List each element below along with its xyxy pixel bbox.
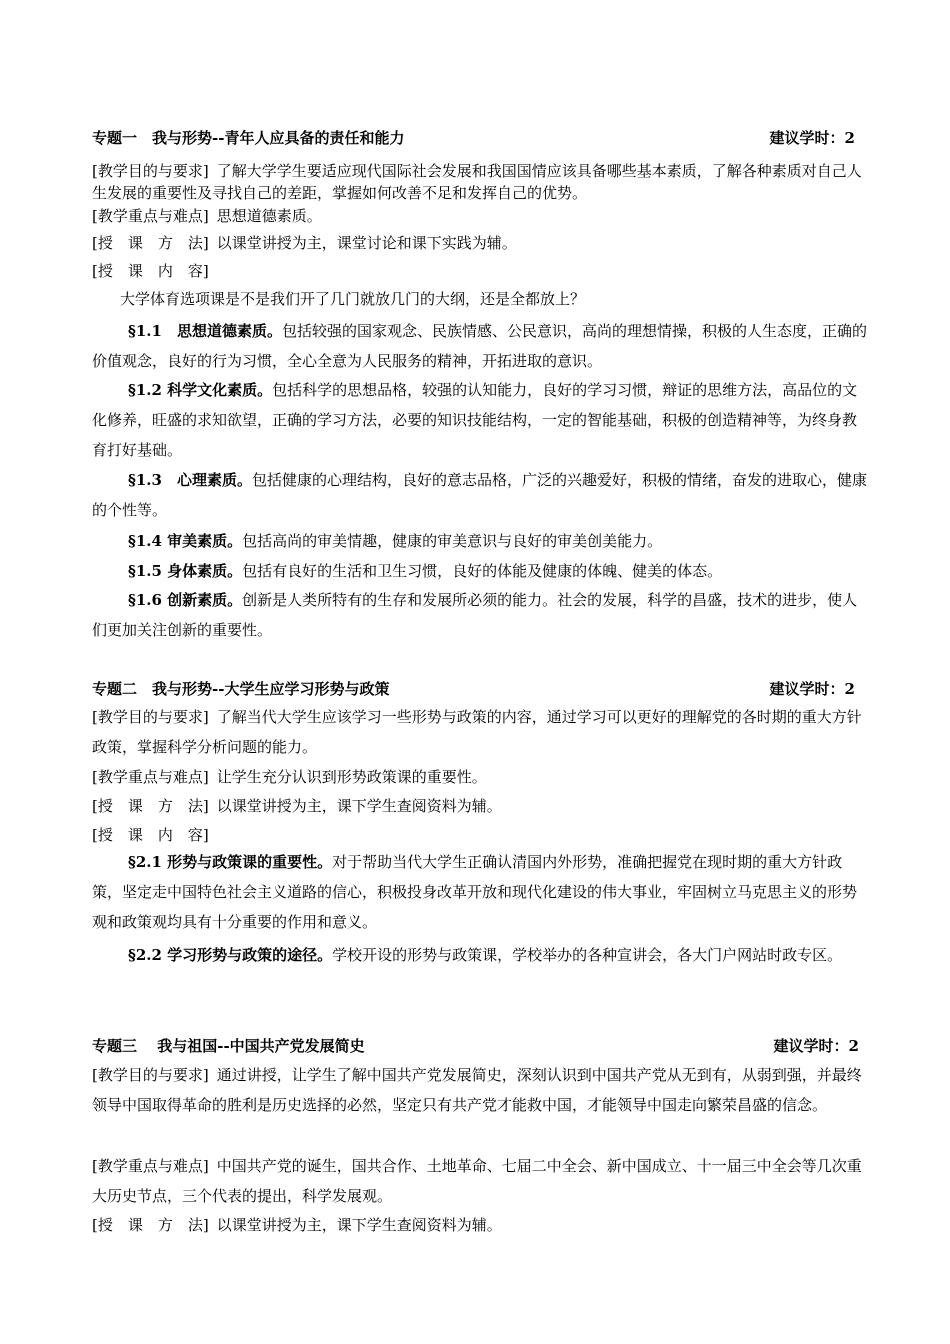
topic-2-method: [92, 796, 867, 816]
intro-text: 大学体育选项课是不是我们开了几门就放几门的大纲，还是全都放上？: [120, 290, 586, 308]
topic-1-title: 专题一 我与形势--青年人应具备的责任和能力: [92, 129, 405, 147]
topic-2-goal: [92, 702, 867, 762]
key-text: 让学生充分认识到形势政策课的重要性。: [216, 768, 487, 786]
goal-text: 通过讲授，让学生了解中国共产党发展简史，深刻认识到中国共产党从无到有，从弱到强，并最终领导中国取得革命的胜利是历史选择的必然，坚定只有共产党才能救中国，才能领导中国走向繁荣昌盛的信念。: [92, 1066, 862, 1114]
section-text: 包括高尚的审美情趣，健康的审美意识与良好的审美创美能力。: [242, 532, 663, 550]
topic-3-title: 专题三 我与祖国--中国共产党发展简史: [92, 1037, 365, 1055]
section-text: 包括有良好的生活和卫生习惯，良好的体能及健康的体魄、健美的体态。: [242, 562, 723, 580]
topic-1-content-label: [92, 261, 867, 281]
section-1-2: [92, 375, 867, 465]
topic-3-header: [92, 1036, 867, 1056]
topic-2-hours: 建议学时：2: [769, 680, 855, 698]
topic-1-method: [92, 233, 867, 253]
section-text: 包括科学的思想品格，较强的认知能力，良好的学习习惯，辩证的思维方法，高品位的文化修养，旺盛的求知欲望，正确的学习方法，必要的知识技能结构，一定的智能基础，积极的创造精神等，为终身教育打好基础。: [92, 381, 858, 459]
key-label: [教学重点与难点]: [92, 1157, 209, 1175]
topic-3-method: [92, 1215, 867, 1235]
section-text: 包括健康的心理结构，良好的意志品格，广泛的兴趣爱好，积极的情绪，奋发的进取心，健康的个性等。: [92, 471, 867, 519]
method-label: [授 课 方 法]: [92, 1216, 209, 1234]
section-head: §1.1 思想道德素质。: [128, 322, 282, 340]
section-1-4: [92, 526, 867, 556]
method-text: 以课堂讲授为主，课下学生查阅资料为辅。: [216, 797, 502, 815]
section-text: 创新是人类所特有的生存和发展所必须的能力。社会的发展，科学的昌盛，技术的进步，使人们更加关注创新的重要性。: [92, 591, 858, 639]
section-head: §2.2 学习形势与政策的途径。: [128, 946, 333, 964]
method-text: 以课堂讲授为主，课下学生查阅资料为辅。: [216, 1216, 502, 1234]
topic-3-hours: 建议学时：2: [773, 1037, 859, 1055]
key-text: 中国共产党的诞生，国共合作、土地革命、七届二中全会、新中国成立、十一届三中全会等几次重大历史节点，三个代表的提出，科学发展观。: [92, 1157, 862, 1205]
method-label: [授 课 方 法]: [92, 797, 209, 815]
section-text: 包括较强的国家观念、民族情感、公民意识，高尚的理想情操，积极的人生态度，正确的价值观念，良好的行为习惯，全心全意为人民服务的精神，开拓进取的意识。: [92, 322, 867, 370]
topic-1-key: [92, 206, 867, 226]
key-text: 思想道德素质。: [216, 207, 322, 225]
section-1-1: [92, 316, 867, 376]
key-label: [教学重点与难点]: [92, 768, 209, 786]
goal-text: 了解大学学生要适应现代国际社会发展和我国国情应该具备哪些基本素质，了解各种素质对自己人生发展的重要性及寻找自己的差距，掌握如何改善不足和发挥自己的优势。: [92, 162, 862, 202]
section-head: §1.3 心理素质。: [128, 471, 252, 489]
section-head: §1.4 审美素质。: [128, 532, 243, 550]
goal-label: [教学目的与要求]: [92, 1066, 209, 1084]
section-head: §1.6 创新素质。: [128, 591, 243, 609]
section-2-2: [92, 940, 867, 970]
content-label: [授 课 内 容]: [92, 262, 209, 280]
topic-1-goal: [92, 160, 867, 204]
goal-label: [教学目的与要求]: [92, 708, 209, 726]
content-label: [授 课 内 容]: [92, 826, 209, 844]
section-1-6: [92, 585, 867, 645]
section-text: 学校开设的形势与政策课，学校举办的各种宣讲会，各大门户网站时政专区。: [332, 946, 843, 964]
section-head: §1.2 科学文化素质。: [128, 381, 273, 399]
section-1-5: [92, 556, 867, 586]
topic-3-goal: [92, 1060, 867, 1120]
topic-2-header: [92, 679, 867, 699]
topic-2-key: [92, 767, 867, 787]
key-label: [教学重点与难点]: [92, 207, 209, 225]
goal-text: 了解当代大学生应该学习一些形势与政策的内容，通过学习可以更好的理解党的各时期的重大方针政策，掌握科学分析问题的能力。: [92, 708, 862, 756]
method-text: 以课堂讲授为主，课堂讨论和课下实践为辅。: [216, 234, 517, 252]
topic-3-key: [92, 1151, 867, 1211]
method-label: [授 课 方 法]: [92, 234, 209, 252]
topic-2-content-label: [92, 825, 867, 845]
topic-1-intro: [120, 289, 895, 309]
topic-1-hours: 建议学时：2: [769, 129, 855, 147]
goal-label: [教学目的与要求]: [92, 162, 209, 180]
section-head: §1.5 身体素质。: [128, 562, 243, 580]
section-1-3: [92, 465, 867, 525]
topic-2-title: 专题二 我与形势--大学生应学习形势与政策: [92, 680, 390, 698]
section-head: §2.1 形势与政策课的重要性。: [128, 853, 333, 871]
section-text: 对于帮助当代大学生正确认清国内外形势，准确把握党在现时期的重大方针政策，坚定走中国特色社会主义道路的信心，积极投身改革开放和现代化建设的伟大事业，牢固树立马克思主义的形势观和政策观均具有十分重要的作用和意义。: [92, 853, 858, 931]
topic-1-header: [92, 128, 867, 148]
section-2-1: [92, 847, 867, 937]
